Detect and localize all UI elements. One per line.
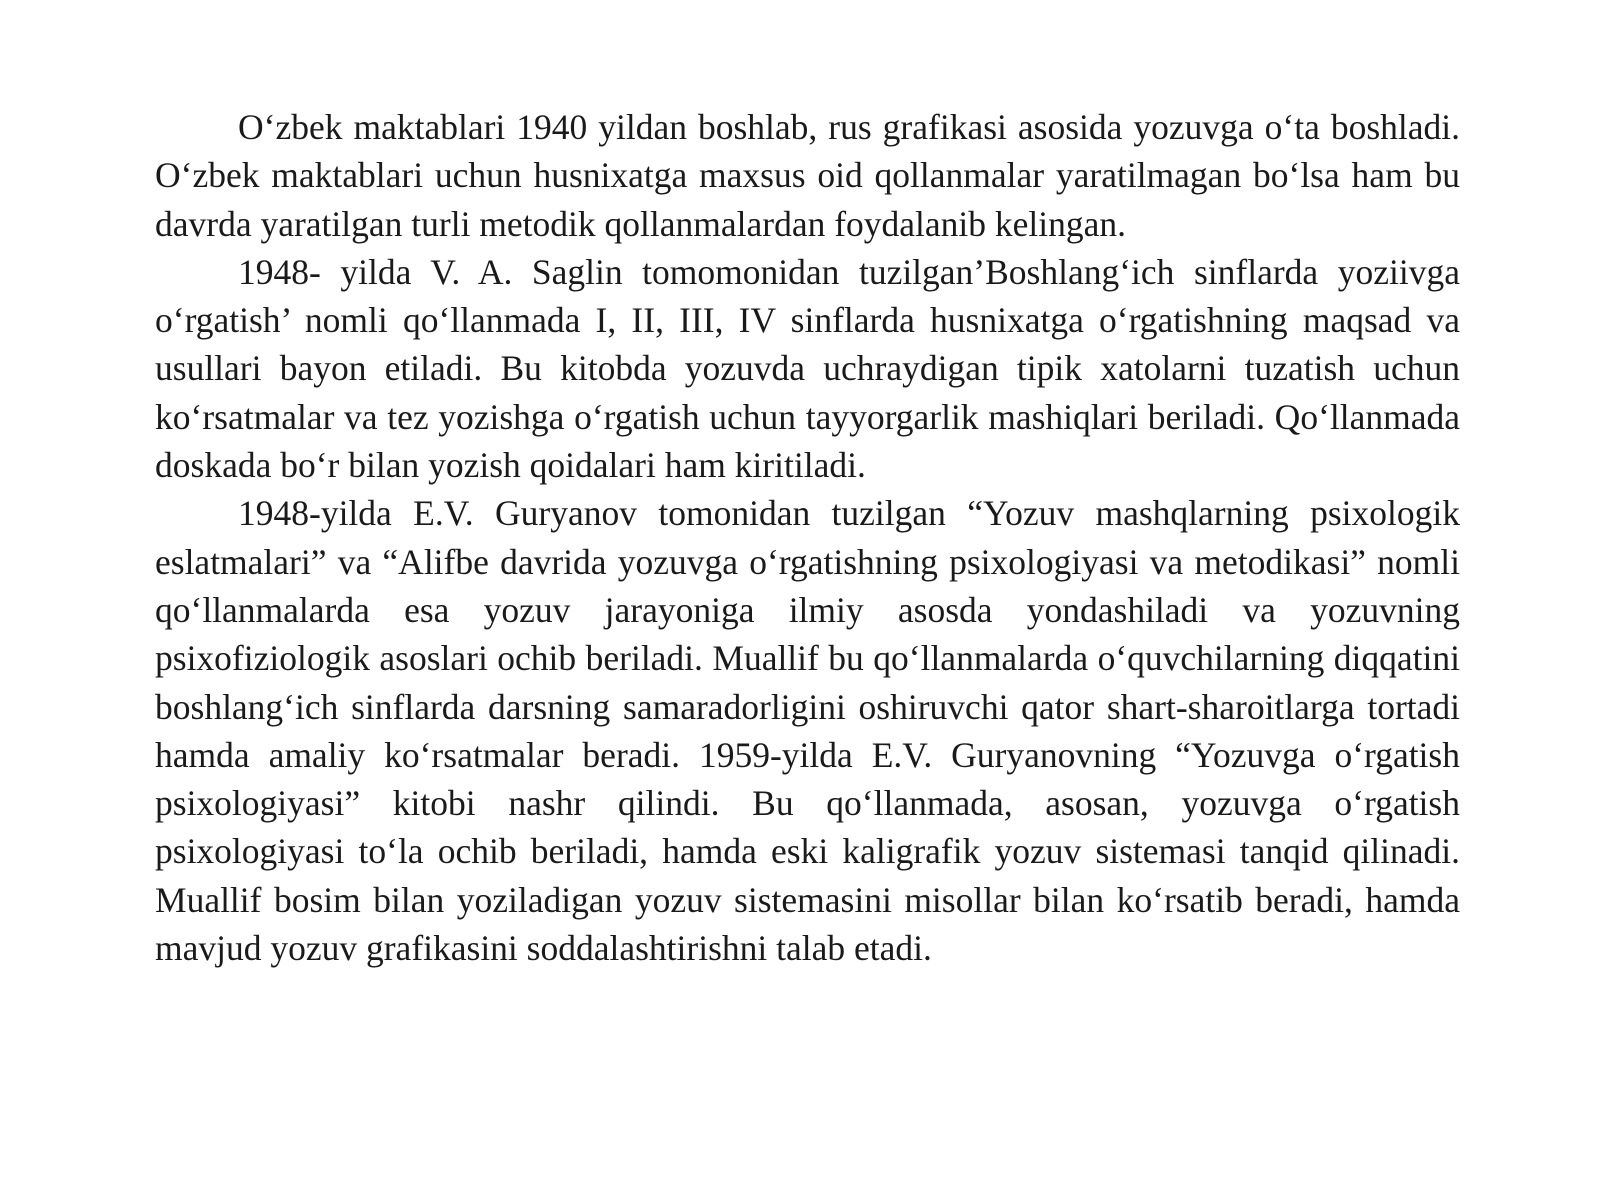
document-body bbox=[155, 103, 1460, 972]
paragraph-guryanov-1948: 1948-yilda E.V. Guryanov tomonidan tuzilgan “Yozuv mashqlarning psixologik eslatmalari” va “Alifbe davrida yozuvga oʻrgatishning psixologiyasi va metodikasi” nomli qoʻllanmalarda esa yozuv jarayoniga ilmiy asosda yondashiladi va yozuvning psixofiziologik asoslari ochib beriladi. Muallif bu qoʻllanmalarda oʻquvchilarning diqqatini boshlangʻich sinflarda darsning samaradorligini oshiruvchi qator shart-sharoitlarga tortadi hamda amaliy koʻrsatmalar beradi. 1959-yilda E.V. Guryanovning “Yozuvga oʻrgatish psixologiyasi” kitobi nashr qilindi. Bu qoʻllanmada, asosan, yozuvga oʻrgatish psixologiyasi toʻla ochib beriladi, hamda eski kaligrafik yozuv sistemasi tanqid qilinadi. Muallif bosim bilan yoziladigan yozuv sistemasini misollar bilan koʻrsatib beradi, hamda mavjud yozuv grafikasini soddalashtirishni talab etadi. bbox=[155, 493, 1460, 969]
paragraph-uzbek-schools-1940: Oʻzbek maktablari 1940 yildan boshlab, rus grafikasi asosida yozuvga oʻta boshladi. Oʻzbek maktablari uchun husnixatga maxsus oid qollanmalar yaratilmagan boʻlsa ham bu davrda yaratilgan turli metodik qollanmalardan foydalanib kelingan. bbox=[155, 107, 1460, 244]
paragraph-saglin-1948: 1948- yilda V. A. Saglin tomomonidan tuzilgan’Boshlangʻich sinflarda yoziivga oʻrgatish’ nomli qoʻllanmada I, II, III, IV sinflarda husnixatga oʻrgatishning maqsad va usullari bayon etiladi. Bu kitobda yozuvda uchraydigan tipik xatolarni tuzatish uchun koʻrsatmalar va tez yozishga oʻrgatish uchun tayyorgarlik mashiqlari beriladi. Qoʻllanmada doskada boʻr bilan yozish qoidalari ham kiritiladi. bbox=[155, 251, 1460, 486]
